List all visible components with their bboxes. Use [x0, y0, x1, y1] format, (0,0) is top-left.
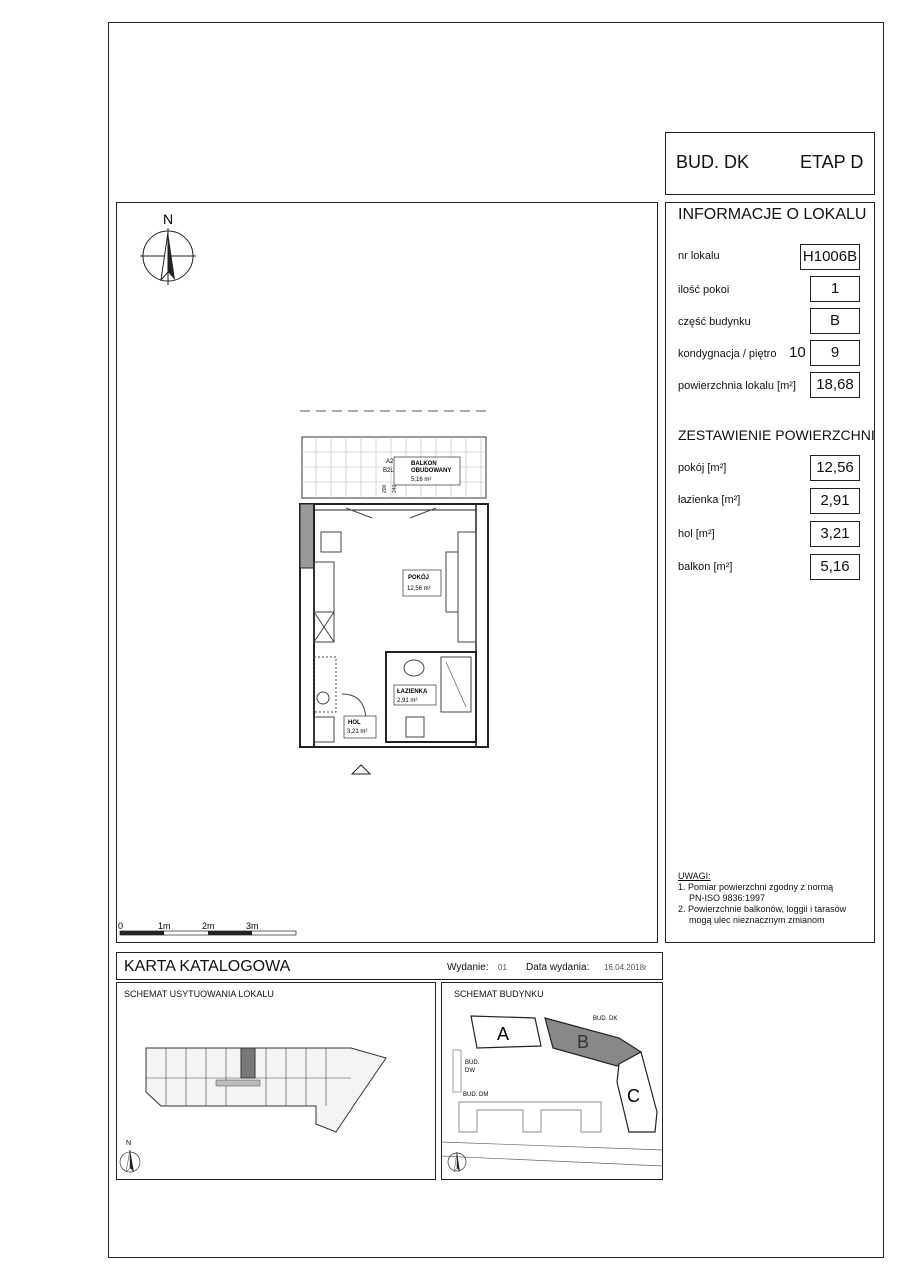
rooms-value: 1: [810, 276, 860, 302]
scale-3m: 3m: [246, 921, 259, 931]
hall-label: HOL: [348, 720, 361, 726]
date-value: 16.04.2018r: [604, 963, 647, 972]
scale-2m: 2m: [202, 921, 215, 931]
bud-dm-label: BUD. DM: [463, 1092, 489, 1098]
area-label: powierzchnia lokalu [m²]: [678, 380, 796, 392]
location-schema: [116, 982, 436, 1180]
bath-label: ŁAZIENKA: [397, 689, 428, 695]
notes-heading: UWAGI:: [678, 871, 711, 881]
summary-bath-label: łazienka [m²]: [678, 494, 741, 506]
location-schema-heading: SCHEMAT USYTUOWANIA LOKALU: [124, 989, 274, 999]
scale-bar: [120, 931, 296, 935]
balcony-label-1: BALKON: [411, 461, 437, 467]
catalog-title: KARTA KATALOGOWA: [124, 958, 291, 975]
balcony-code-a: A2: [386, 459, 394, 465]
level-value: 10: [789, 344, 806, 361]
floor-value: 9: [810, 340, 860, 366]
rooms-label: ilość pokoi: [678, 284, 730, 296]
building-c-label: C: [627, 1086, 640, 1106]
bud-dk-label: BUD. DK: [593, 1016, 618, 1022]
stage-label: ETAP D: [800, 152, 864, 172]
summary-hall-value: 3,21: [810, 521, 860, 547]
unit-number-label: nr lokalu: [678, 250, 720, 262]
date-label: Data wydania:: [526, 962, 590, 973]
floor-label: kondygnacja / piętro: [678, 348, 777, 360]
unit-number-value: H1006B: [800, 244, 860, 270]
summary-room-label: pokój [m²]: [678, 462, 727, 474]
balcony-code-b: B2L: [383, 468, 394, 474]
building-b: [545, 1018, 641, 1066]
hall-area: 3,21 m²: [347, 729, 368, 735]
bud-dw-label-1: BUD.: [465, 1060, 480, 1066]
notes-line-4: mogą ulec nieznacznym zmianom: [689, 915, 825, 925]
scale-1m: 1m: [158, 921, 171, 931]
floor-plan: [116, 202, 658, 943]
north-arrow-icon: [140, 228, 196, 285]
room-label: POKÓJ: [408, 575, 430, 581]
balcony-area: 5,16 m²: [411, 477, 432, 483]
summary-hall-label: hol [m²]: [678, 528, 715, 540]
summary-room-value: 12,56: [810, 455, 860, 481]
notes-line-2: PN-ISO 9836:1997: [689, 893, 766, 903]
info-heading: INFORMACJE O LOKALU: [678, 206, 867, 223]
building-part-value: B: [810, 308, 860, 334]
dim-a: 200: [382, 484, 388, 493]
building-schema: [441, 982, 663, 1180]
summary-bath-value: 2,91: [810, 488, 860, 514]
building-label: BUD. DK: [676, 152, 750, 172]
summary-balcony-value: 5,16: [810, 554, 860, 580]
balcony-label-2: OBUDOWANY: [411, 468, 452, 474]
north-label: N: [163, 211, 174, 227]
edition-value: 01: [498, 963, 507, 972]
entrance-marker-icon: [352, 765, 370, 774]
room-area: 12,56 m²: [407, 586, 431, 592]
scale-0: 0: [118, 921, 124, 931]
building-schema-heading: SCHEMAT BUDYNKU: [454, 989, 544, 999]
notes-line-3: 2. Powierzchnie balkonów, loggii i tarasów: [678, 904, 847, 914]
building-a-label: A: [497, 1024, 510, 1044]
edition-label: Wydanie:: [447, 962, 489, 973]
bud-dw-label-2: DW: [465, 1068, 475, 1074]
location-north-label: N: [126, 1140, 132, 1147]
area-value: 18,68: [810, 372, 860, 398]
notes-line-1: 1. Pomiar powierzchni zgodny z normą: [678, 882, 834, 892]
building-part-label: część budynku: [678, 316, 751, 328]
bath-area: 2,91 m²: [397, 698, 418, 704]
summary-heading: ZESTAWIENIE POWIERZCHNI: [678, 427, 875, 443]
dim-b: 240: [392, 484, 398, 493]
summary-balcony-label: balkon [m²]: [678, 561, 733, 573]
building-b-label: B: [577, 1032, 590, 1052]
